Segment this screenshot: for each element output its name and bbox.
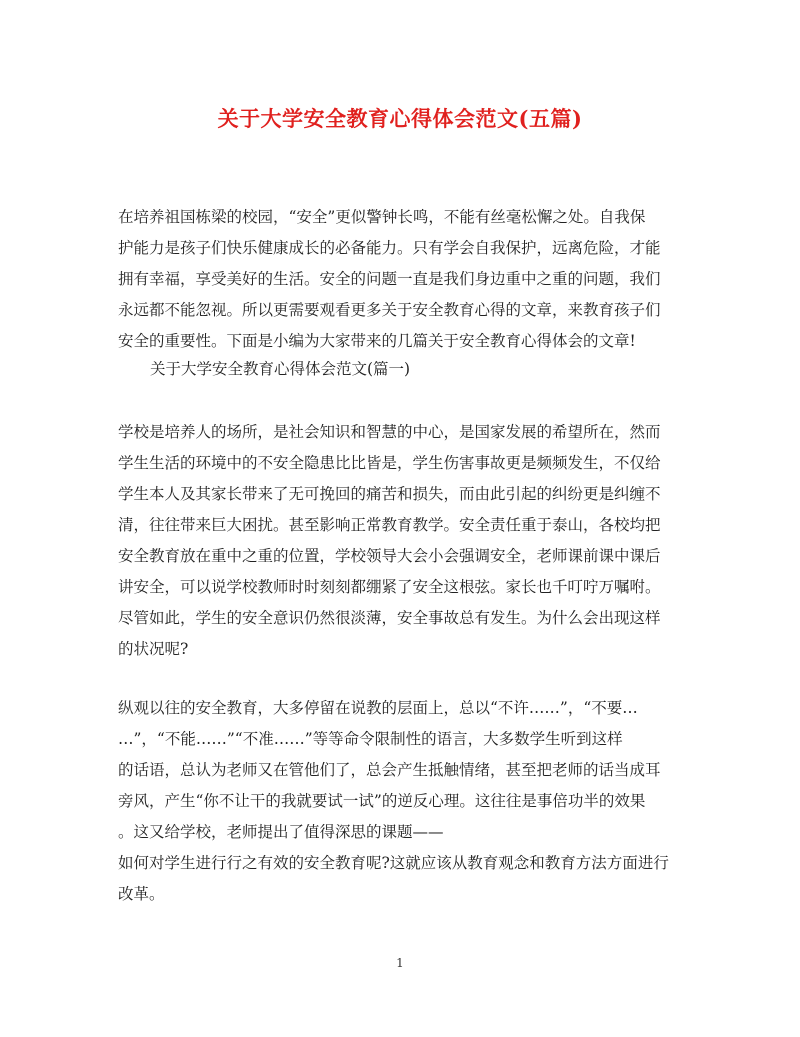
section-heading: 关于大学安全教育心得体会范文(篇一) <box>150 360 411 378</box>
paragraph-line: 旁风，产生“你不让干的我就要试一试”的逆反心理。这往往是事倍功半的效果 <box>118 792 646 810</box>
intro-line: 在培养祖国栋梁的校园，“安全”更似警钟长鸣，不能有丝毫松懈之处。自我保 <box>118 208 646 226</box>
paragraph-line: 学生本人及其家长带来了无可挽回的痛苦和损失，而由此引起的纠纷更是纠缠不 <box>118 485 661 503</box>
paragraph-line: 尽管如此，学生的安全意识仍然很淡薄，安全事故总有发生。为什么会出现这样 <box>118 609 661 627</box>
paragraph-line: 学校是培养人的场所，是社会知识和智慧的中心，是国家发展的希望所在，然而 <box>118 423 661 441</box>
intro-line: 拥有幸福，享受美好的生活。安全的问题一直是我们身边重中之重的问题，我们 <box>118 270 661 288</box>
intro-line: 安全的重要性。下面是小编为大家带来的几篇关于安全教育心得体会的文章! <box>118 332 636 350</box>
paragraph-line: 安全教育放在重中之重的位置，学校领导大会小会强调安全，老师课前课中课后 <box>118 547 661 565</box>
paragraph-line: 如何对学生进行行之有效的安全教育呢?这就应该从教育观念和教育方法方面进行 <box>118 854 669 872</box>
document-title: 关于大学安全教育心得体会范文(五篇) <box>217 106 583 131</box>
paragraph-line: 。这又给学校，老师提出了值得深思的课题—— <box>118 823 444 841</box>
paragraph-line: 的话语，总认为老师又在管他们了，总会产生抵触情绪，甚至把老师的话当成耳 <box>118 761 661 779</box>
paragraph-line: 学生生活的环境中的不安全隐患比比皆是，学生伤害事故更是频频发生，不仅给 <box>118 454 661 472</box>
intro-line: 护能力是孩子们快乐健康成长的必备能力。只有学会自我保护，远离危险，才能 <box>118 239 661 257</box>
page-number: 1 <box>396 956 404 970</box>
body-paragraph-1 <box>118 417 684 665</box>
paragraph-line: …”，“不能……”“不准……”等等命令限制性的语言，大多数学生听到这样 <box>118 730 623 748</box>
paragraph-line: 讲安全，可以说学校教师时时刻刻都绷紧了安全这根弦。家长也千叮咛万嘱咐。 <box>118 578 661 596</box>
paragraph-line: 纵观以往的安全教育，大多停留在说教的层面上，总以“不许……”，“不要… <box>118 699 638 717</box>
paragraph-line: 的状况呢? <box>118 640 189 658</box>
intro-paragraph <box>118 202 684 357</box>
paragraph-line: 改革。 <box>118 885 165 903</box>
intro-line: 永远都不能忽视。所以更需要观看更多关于安全教育心得的文章，来教育孩子们 <box>118 301 661 319</box>
body-paragraph-2 <box>118 693 684 910</box>
paragraph-line: 清，往往带来巨大困扰。甚至影响正常教育教学。安全责任重于泰山，各校均把 <box>118 516 661 534</box>
